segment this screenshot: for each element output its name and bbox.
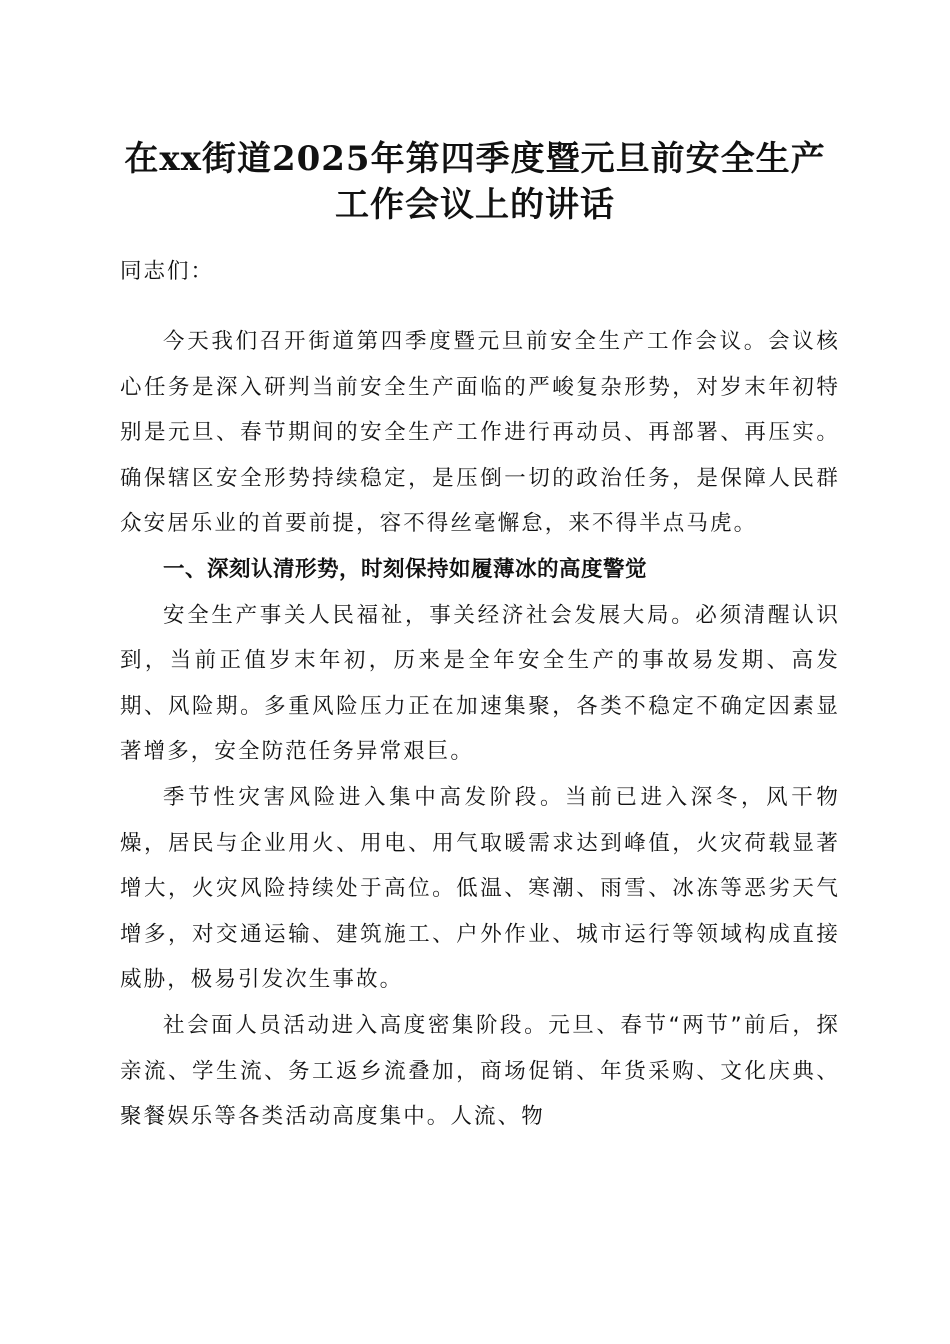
document-title-line-2: 工作会议上的讲话: [335, 185, 615, 225]
paragraph-crowd-activity: 社会面人员活动进入高度密集阶段。元旦、春节“两节”前后，探亲流、学生流、务工返乡流叠加，商场促销、年货采购、文化庆典、聚餐娱乐等各类活动高度集中。人流、物: [120, 1012, 840, 1130]
section-heading-1: 一、深刻认清形势，时刻保持如履薄冰的高度警觉: [163, 556, 648, 582]
document-body: [120, 319, 840, 1140]
paragraph-seasonal-risk: 季节性灾害风险进入集中高发阶段。当前已进入深冬，风干物燥，居民与企业用火、用电、用气取暖需求达到峰值，火灾荷载显著增大，火灾风险持续处于高位。低温、寒潮、雨雪、冰冻等恶劣天气增多，对交通运输、建筑施工、户外作业、城市运行等领域构成直接威胁，极易引发次生事故。: [120, 784, 840, 993]
paragraph-situation: 安全生产事关人民福祉，事关经济社会发展大局。必须清醒认识到，当前正值岁末年初，历来是全年安全生产的事故易发期、高发期、风险期。多重风险压力正在加速集聚，各类不稳定不确定因素显著增多，安全防范任务异常艰巨。: [120, 602, 840, 765]
document-title-line-1: 在xx街道2025年第四季度暨元旦前安全生产: [124, 139, 826, 179]
salutation: 同志们：: [120, 259, 215, 284]
paragraph-intro: 今天我们召开街道第四季度暨元旦前安全生产工作会议。会议核心任务是深入研判当前安全生产面临的严峻复杂形势，对岁末年初特别是元旦、春节期间的安全生产工作进行再动员、再部署、再压实。确保辖区安全形势持续稳定，是压倒一切的政治任务，是保障人民群众安居乐业的首要前提，容不得丝毫懈怠，来不得半点马虎。: [120, 329, 840, 537]
